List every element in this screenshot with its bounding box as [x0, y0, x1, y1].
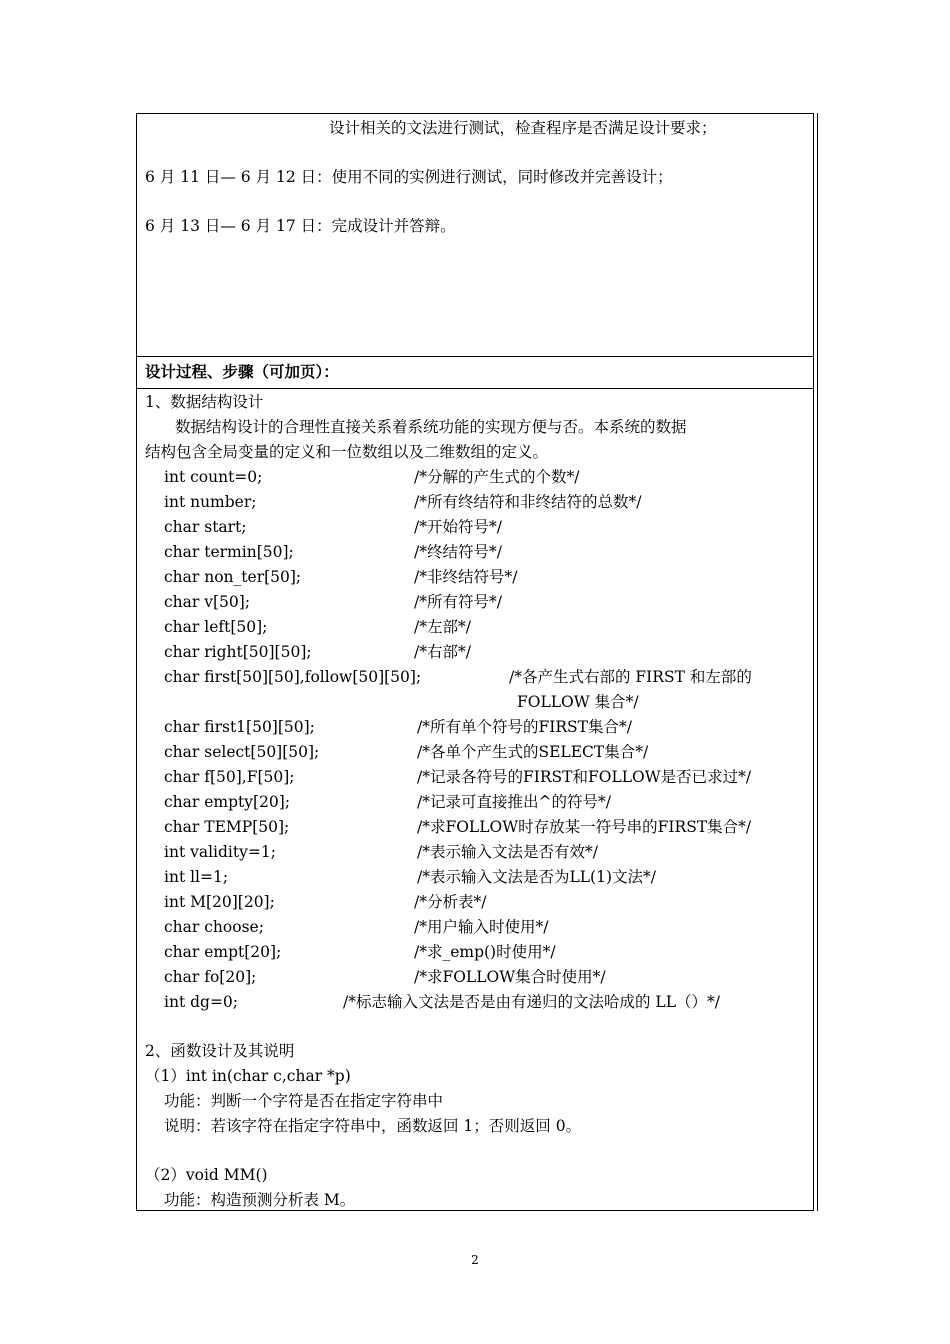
var-decl: char TEMP[50]; [164, 818, 290, 836]
var-comment: /*终结符号*/ [414, 543, 502, 561]
var-decl: char start; [164, 518, 247, 536]
fn-function: 功能：构造预测分析表 M。 [164, 1191, 356, 1209]
var-comment: /*表示输入文法是否有效*/ [417, 843, 598, 861]
var-decl: char f[50],F[50]; [164, 768, 295, 786]
var-decl: int count=0; [164, 468, 263, 486]
var-comment: /*记录可直接推出^的符号*/ [417, 793, 611, 811]
var-comment: /*各产生式右部的 FIRST 和左部的 [509, 668, 752, 686]
var-decl: char termin[50]; [164, 543, 294, 561]
var-comment: /*求FOLLOW集合时使用*/ [414, 968, 606, 986]
var-comment: /*所有单个符号的FIRST集合*/ [417, 718, 632, 736]
var-comment: /*分析表*/ [414, 893, 487, 911]
var-decl: char first1[50][50]; [164, 718, 315, 736]
var-decl: char right[50][50]; [164, 643, 312, 661]
fn-signature: （1）int in(char c,char *p) [145, 1067, 351, 1085]
var-decl: char choose; [164, 918, 264, 936]
schedule-line: 6 月 11 日— 6 月 12 日：使用不同的实例进行测试，同时修改并完善设计； [145, 168, 673, 186]
schedule-line: 6 月 13 日— 6 月 17 日：完成设计并答辩。 [145, 217, 456, 235]
var-comment: /*非终结符号*/ [414, 568, 518, 586]
var-comment: /*求_emp()时使用*/ [414, 943, 556, 961]
var-comment: /*记录各符号的FIRST和FOLLOW是否已求过*/ [417, 768, 752, 786]
section-heading: 设计过程、步骤（可加页）： [145, 363, 339, 381]
var-decl: char select[50][50]; [164, 743, 320, 761]
var-decl: char v[50]; [164, 593, 251, 611]
var-comment: FOLLOW 集合*/ [517, 693, 639, 711]
var-decl: char empty[20]; [164, 793, 291, 811]
var-decl: int M[20][20]; [164, 893, 275, 911]
var-decl: int ll=1; [164, 868, 229, 886]
fn-function: 功能：判断一个字符是否在指定字符串中 [164, 1092, 444, 1110]
form-table [136, 113, 814, 1211]
fn-signature: （2）void MM() [145, 1166, 268, 1184]
var-decl: char left[50]; [164, 618, 268, 636]
var-comment: /*所有终结符和非终结符的总数*/ [414, 493, 642, 511]
var-comment: /*表示输入文法是否为LL(1)文法*/ [417, 868, 656, 886]
ds-para: 结构包含全局变量的定义和一位数组以及二维数组的定义。 [145, 443, 549, 461]
var-comment: /*用户输入时使用*/ [414, 918, 549, 936]
var-decl: char non_ter[50]; [164, 568, 302, 586]
var-comment: /*标志输入文法是否是由有递归的文法哈成的 LL（）*/ [343, 993, 720, 1011]
var-decl: char fo[20]; [164, 968, 257, 986]
schedule-cell [137, 114, 813, 357]
var-comment: /*所有符号*/ [414, 593, 502, 611]
page-number: 2 [471, 1253, 479, 1267]
var-decl: char empt[20]; [164, 943, 282, 961]
schedule-line: 设计相关的文法进行测试，检查程序是否满足设计要求； [329, 119, 717, 137]
section-heading-cell [137, 357, 813, 389]
var-comment: /*右部*/ [414, 643, 471, 661]
var-comment: /*求FOLLOW时存放某一符号串的FIRST集合*/ [417, 818, 752, 836]
var-decl: int dg=0; [164, 993, 239, 1011]
var-comment: /*左部*/ [414, 618, 471, 636]
fn-title: 2、函数设计及其说明 [145, 1042, 295, 1060]
var-comment: /*各单个产生式的SELECT集合*/ [417, 743, 649, 761]
ds-title: 1、数据结构设计 [145, 393, 264, 411]
var-decl: int validity=1; [164, 843, 276, 861]
var-comment: /*开始符号*/ [414, 518, 502, 536]
var-decl: char first[50][50],follow[50][50]; [164, 668, 422, 686]
fn-description: 说明：若该字符在指定字符串中，函数返回 1；否则返回 0。 [164, 1117, 582, 1135]
var-comment: /*分解的产生式的个数*/ [414, 468, 580, 486]
ds-para: 数据结构设计的合理性直接关系着系统功能的实现方便与否。本系统的数据 [175, 418, 687, 436]
var-decl: int number; [164, 493, 257, 511]
